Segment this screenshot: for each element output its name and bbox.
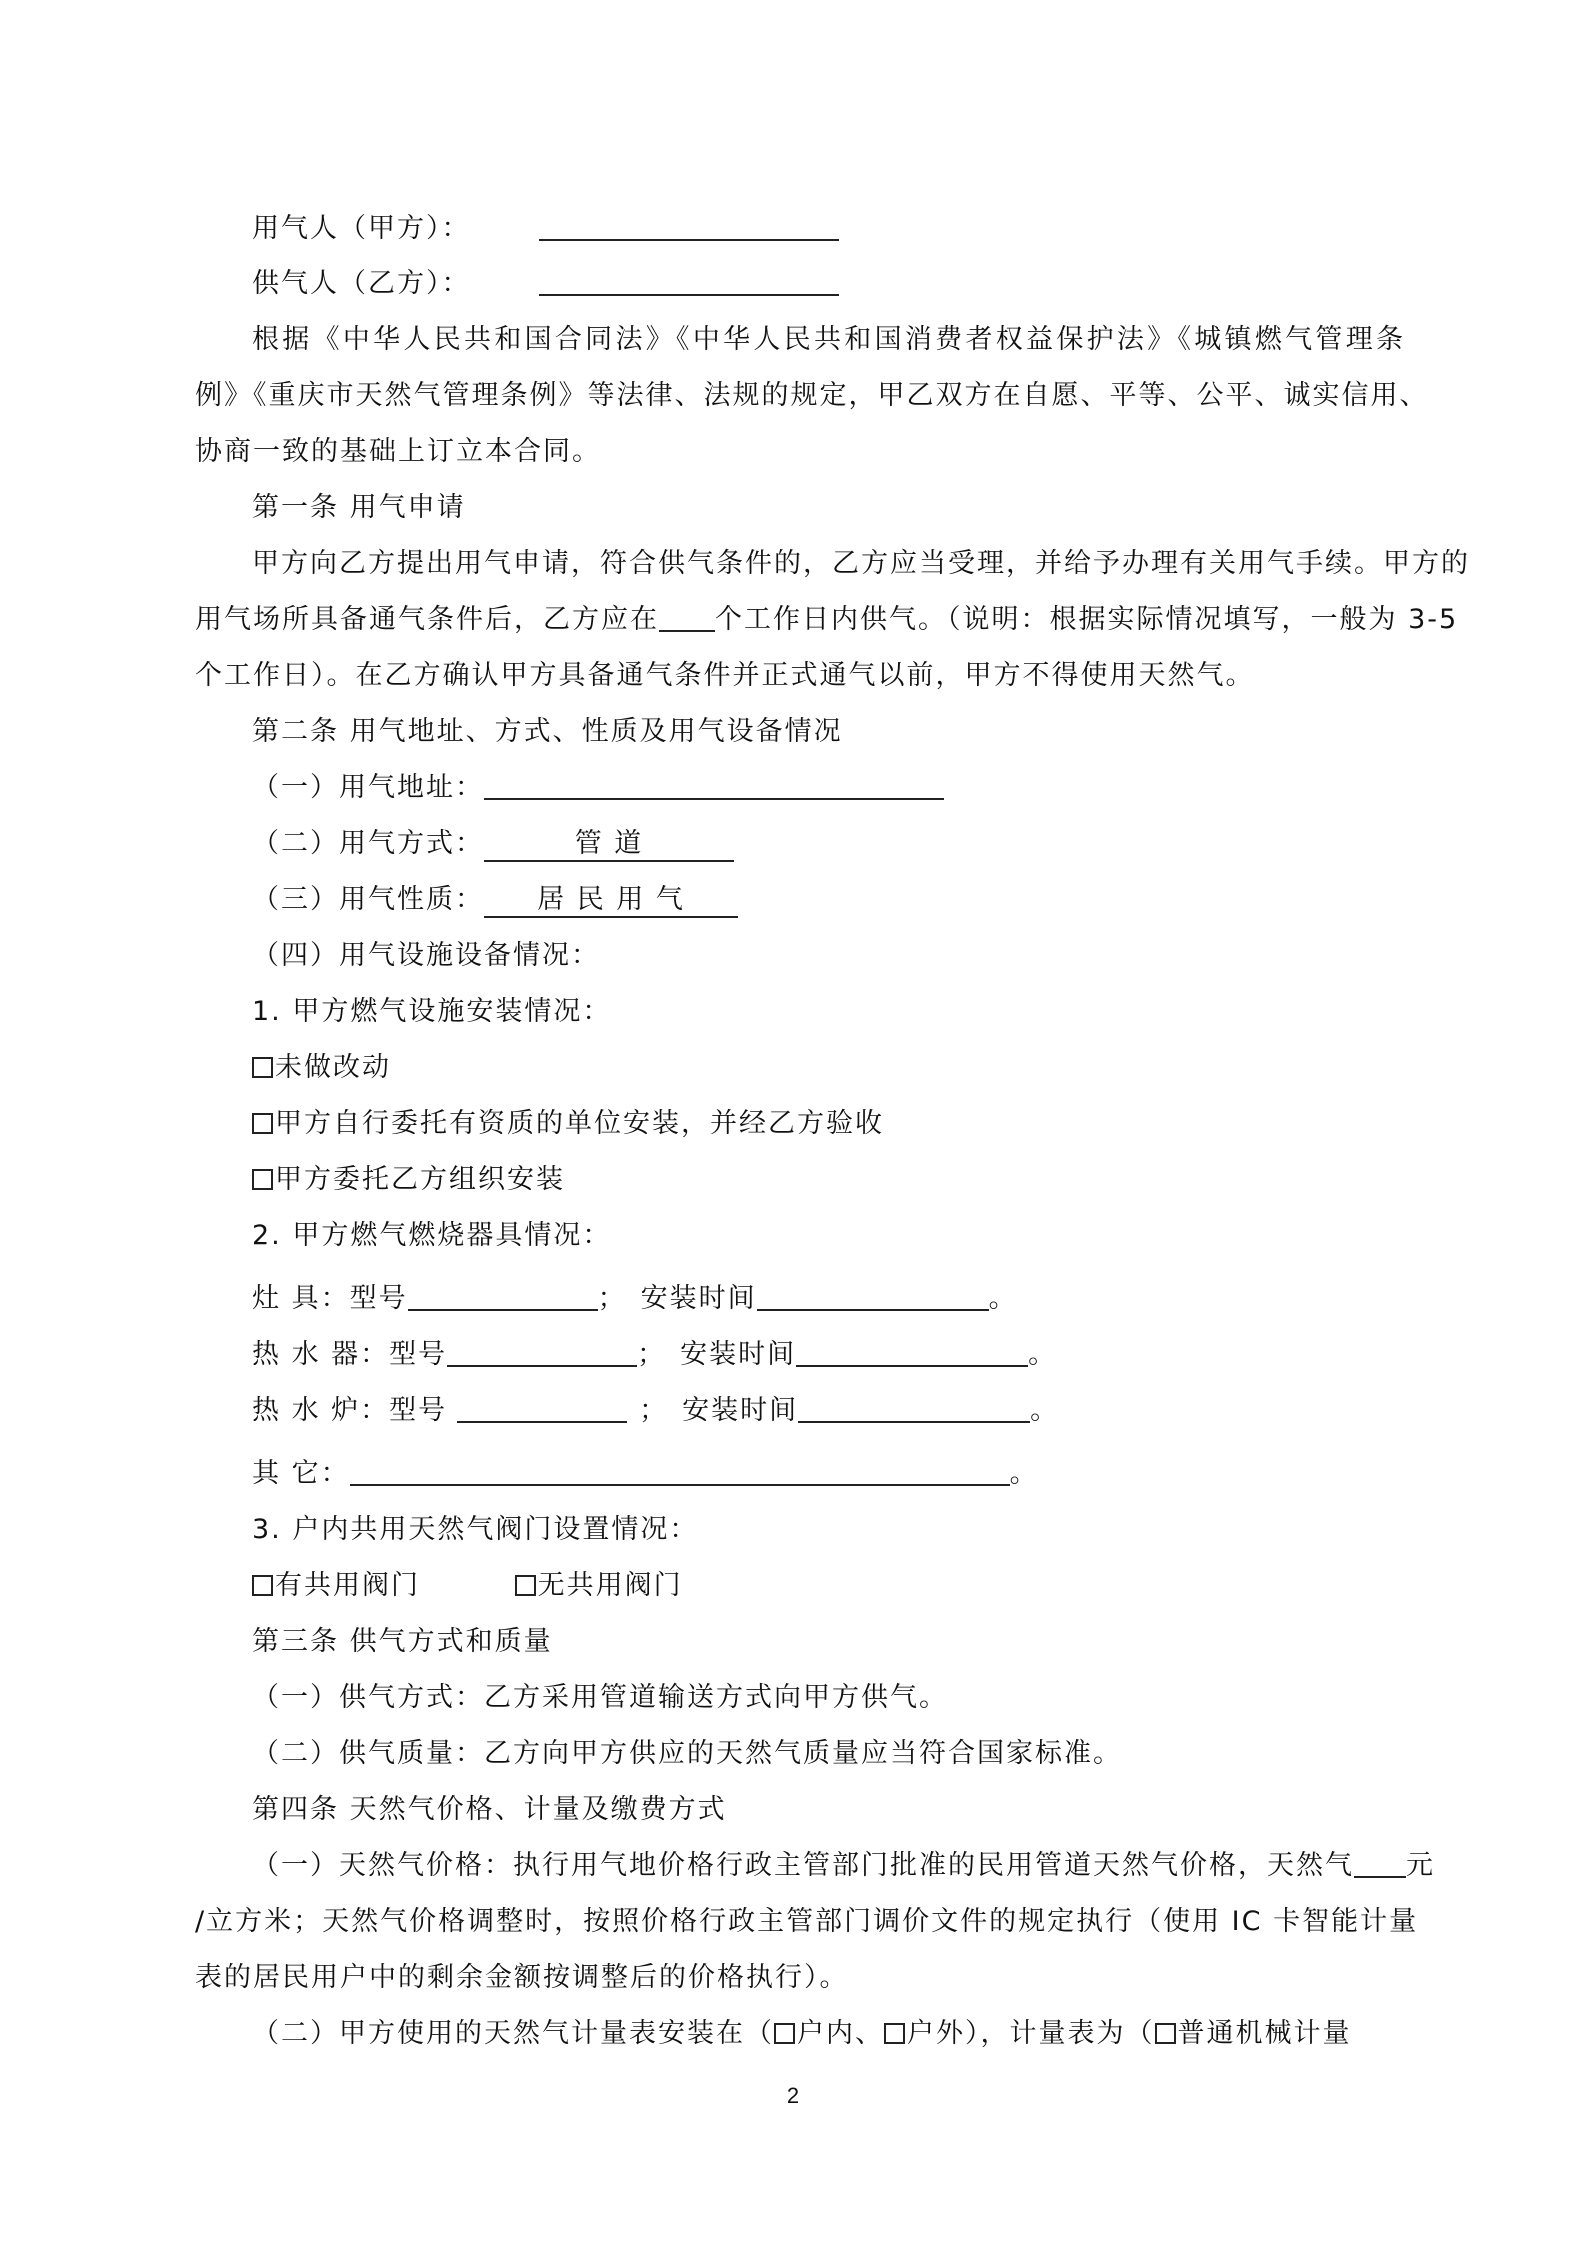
meter-location-text: （二）甲方使用的天然气计量表安装在（ xyxy=(252,2018,774,2049)
party-a-label: 用气人（甲方）： xyxy=(252,213,471,244)
model-label: 型号 xyxy=(389,1395,448,1426)
model-blank[interactable] xyxy=(408,1279,598,1311)
install-time-label: 安装时间 xyxy=(640,1283,757,1314)
address-blank[interactable] xyxy=(484,768,944,800)
valve-option-2-label: 无共用阀门 xyxy=(537,1570,683,1601)
price-unit: 元 xyxy=(1406,1850,1435,1881)
row-end: 。 xyxy=(1028,1339,1058,1370)
article-4-p1-line-2: /立方米；天然气价格调整时，按照价格行政主管部门调价文件的规定执行（使用 IC 卡智能计量 xyxy=(195,1906,1419,1937)
mode-row xyxy=(252,824,1462,864)
install-option-2-label: 甲方自行委托有资质的单位安装，并经乙方验收 xyxy=(275,1108,884,1139)
install-time-label: 安装时间 xyxy=(680,1339,797,1370)
supply-days-blank[interactable] xyxy=(659,600,715,632)
install-option-1-label: 未做改动 xyxy=(275,1052,391,1083)
article-1-line-3: 个工作日）。在乙方确认甲方具备通气条件并正式通气以前，甲方不得使用天然气。 xyxy=(195,660,1255,691)
other-label: 其 它： xyxy=(252,1458,350,1489)
model-label: 型号 xyxy=(389,1339,448,1370)
indoor-label: 户内、 xyxy=(797,2018,884,2049)
appliance-row-water-heater xyxy=(252,1335,1462,1375)
price-text: （一）天然气价格：执行用气地价格行政主管部门批准的民用管道天然气价格，天然气 xyxy=(252,1850,1354,1881)
install-time-blank[interactable] xyxy=(757,1279,989,1311)
checkbox-indoor[interactable] xyxy=(774,2023,795,2044)
article-1-line-2 xyxy=(195,600,1459,640)
facilities-label: （四）用气设施设备情况： xyxy=(252,940,600,971)
party-a-blank[interactable] xyxy=(539,209,839,241)
row-end: 。 xyxy=(988,1283,1018,1314)
appliance-row-boiler xyxy=(252,1391,1462,1431)
separator: ； xyxy=(639,1395,669,1426)
appliance-name: 灶 具： xyxy=(252,1283,350,1314)
checkbox-no-shared-valve[interactable] xyxy=(515,1575,536,1596)
nature-row xyxy=(252,880,1462,920)
preamble-line-3: 协商一致的基础上订立本合同。 xyxy=(195,436,601,467)
appliance-name: 热 水 器： xyxy=(252,1339,390,1370)
checkbox-self-commissioned[interactable] xyxy=(252,1113,273,1134)
article-4-p1-line-1 xyxy=(252,1846,1435,1886)
address-label: （一）用气地址： xyxy=(252,772,484,803)
mechanical-meter-label: 普通机械计量 xyxy=(1177,2018,1352,2049)
appliance-row-stove xyxy=(252,1279,1462,1319)
separator: ； xyxy=(637,1339,667,1370)
article-1-line-2-end: 个工作日内供气。（说明：根据实际情况填写，一般为 3-5 xyxy=(715,604,1459,635)
page-number: 2 xyxy=(786,2083,800,2108)
nature-value: 居 民 用 气 xyxy=(484,884,738,918)
row-end: 。 xyxy=(1009,1458,1039,1489)
valve-title: 3. 户内共用天然气阀门设置情况： xyxy=(252,1514,699,1545)
party-b-blank[interactable] xyxy=(539,264,839,296)
article-4-title: 第四条 天然气价格、计量及缴费方式 xyxy=(252,1794,727,1825)
article-1-line-2-start: 用气场所具备通气条件后，乙方应在 xyxy=(195,604,659,635)
party-b-row xyxy=(252,264,1462,304)
install-option-3-label: 甲方委托乙方组织安装 xyxy=(275,1164,565,1195)
address-row xyxy=(252,768,1462,808)
nature-label: （三）用气性质： xyxy=(252,884,484,915)
other-row xyxy=(252,1454,1462,1494)
preamble-line-1: 根据《中华人民共和国合同法》《中华人民共和国消费者权益保护法》《城镇燃气管理条 xyxy=(252,324,1405,355)
appliance-name: 热 水 炉： xyxy=(252,1395,390,1426)
separator: ； xyxy=(597,1283,627,1314)
article-1-title: 第一条 用气申请 xyxy=(252,492,466,523)
article-3-line-1: （一）供气方式：乙方采用管道输送方式向甲方供气。 xyxy=(252,1682,948,1713)
checkbox-mechanical-meter[interactable] xyxy=(1155,2023,1176,2044)
preamble-line-2: 例》《重庆市天然气管理条例》等法律、法规的规定，甲乙双方在自愿、平等、公平、诚实信用、 xyxy=(195,380,1429,411)
install-option-3 xyxy=(252,1160,1462,1200)
checkbox-unchanged[interactable] xyxy=(252,1057,273,1078)
article-1-line-1: 甲方向乙方提出用气申请，符合供气条件的，乙方应当受理，并给予办理有关用气手续。甲方的 xyxy=(252,548,1470,579)
install-title: 1. 甲方燃气设施安装情况： xyxy=(252,996,612,1027)
mode-label: （二）用气方式： xyxy=(252,828,484,859)
article-3-title: 第三条 供气方式和质量 xyxy=(252,1626,553,1657)
install-time-blank[interactable] xyxy=(798,1391,1030,1423)
model-blank[interactable] xyxy=(457,1391,627,1423)
article-4-p2-line-1 xyxy=(252,2014,1405,2054)
article-4-p1-line-3: 表的居民用户中的剩余金额按调整后的价格执行）。 xyxy=(195,1962,849,1993)
article-2-title: 第二条 用气地址、方式、性质及用气设备情况 xyxy=(252,716,843,747)
mode-value: 管 道 xyxy=(484,828,734,862)
party-b-label: 供气人（乙方）： xyxy=(252,268,471,299)
meter-type-text: 户外），计量表为（ xyxy=(907,2018,1155,2049)
model-blank[interactable] xyxy=(447,1335,637,1367)
valve-options xyxy=(252,1566,1462,1606)
install-time-label: 安装时间 xyxy=(682,1395,799,1426)
install-option-1 xyxy=(252,1048,1462,1088)
checkbox-shared-valve[interactable] xyxy=(252,1575,273,1596)
price-blank[interactable] xyxy=(1354,1846,1406,1878)
other-blank[interactable] xyxy=(350,1454,1010,1486)
checkbox-outdoor[interactable] xyxy=(884,2023,905,2044)
article-3-line-2: （二）供气质量：乙方向甲方供应的天然气质量应当符合国家标准。 xyxy=(252,1738,1122,1769)
row-end: 。 xyxy=(1030,1395,1060,1426)
appliance-title: 2. 甲方燃气燃烧器具情况： xyxy=(252,1220,612,1251)
valve-option-1-label: 有共用阀门 xyxy=(275,1570,420,1601)
install-option-2 xyxy=(252,1104,1462,1144)
model-label: 型号 xyxy=(349,1283,408,1314)
install-time-blank[interactable] xyxy=(796,1335,1028,1367)
party-a-row xyxy=(252,209,1462,249)
checkbox-supplier-installed[interactable] xyxy=(252,1169,273,1190)
